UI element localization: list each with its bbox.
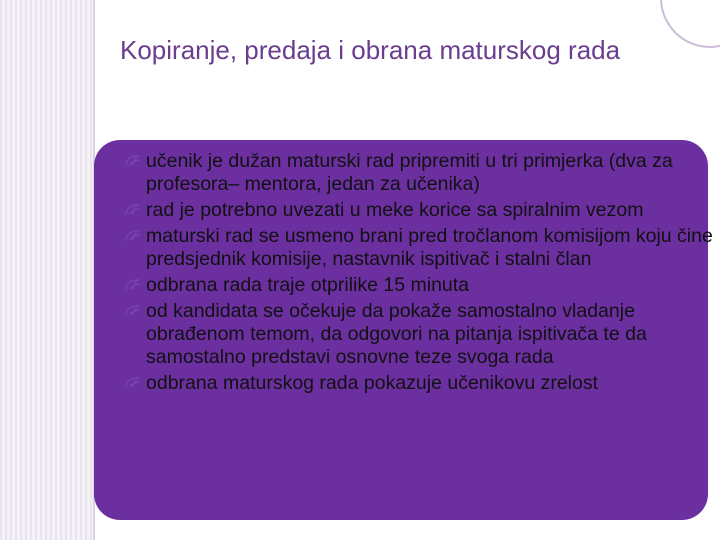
bullet-item [124,150,714,196]
bullet-text: učenik je dužan maturski rad pripremiti u tri primjerka (dva za profesora– mentora, jedan za učenika) [146,150,673,195]
bullet-item [124,372,714,395]
ornamental-bullet-icon [124,228,142,244]
bullet-item [124,274,714,297]
bullet-text: rad je potrebno uvezati u meke korice sa spiralnim vezom [146,199,644,221]
ornamental-bullet-icon [124,153,142,169]
bullet-text: odbrana maturskog rada pokazuje učenikovu zrelost [146,372,599,394]
ornamental-bullet-icon [124,303,142,319]
bullet-text: odbrana rada traje otprilike 15 minuta [146,274,470,296]
bullet-list [124,150,714,398]
bullet-item [124,225,714,271]
bullet-text: od kandidata se očekuje da pokaže samostalno vladanje obrađenom temom, da odgovori na pitanja ispitivača te da samostalno predstavi osnovne teze svoga rada [146,300,647,368]
bullet-text: maturski rad se usmeno brani pred tročlanom komisijom koju čine predsjednik komisije, nastavnik ispitivač i stalni član [146,225,713,270]
decorative-stripe [0,0,95,540]
ornamental-bullet-icon [124,202,142,218]
ornamental-bullet-icon [124,375,142,391]
bullet-item [124,300,714,369]
slide-title: Kopiranje, predaja i obrana maturskog rada [120,35,621,65]
ornamental-bullet-icon [124,277,142,293]
bullet-item [124,199,714,222]
